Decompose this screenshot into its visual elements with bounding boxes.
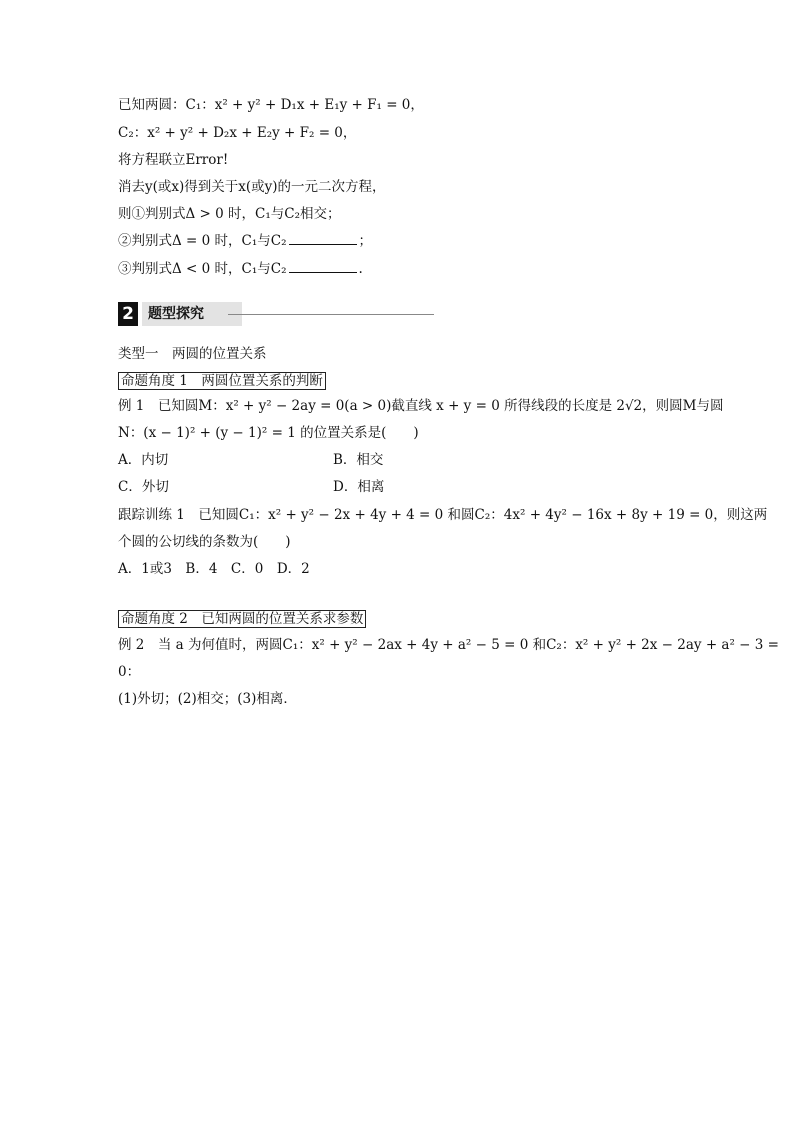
intro-line-7: [118, 260, 363, 278]
example2-line-3: (1)外切；(2)相交；(3)相离．: [118, 691, 297, 707]
angle1-box: 命题角度 1 两圆位置关系的判断: [118, 372, 326, 390]
follow1-line-2: 个圆的公切线的条数为( ): [118, 534, 291, 550]
angle2-label: [118, 610, 366, 628]
example1-option-d[interactable]: D．相离: [333, 479, 385, 495]
intro-line-6: [118, 232, 372, 250]
example2-line-1: 例 2 当 a 为何值时，两圆C₁：x² + y² − 2ax + 4y + a² − 5 = 0 和C₂：x² + y² + 2x − 2ay + a² − 3 =: [118, 637, 779, 653]
example1-option-a[interactable]: A．内切: [118, 452, 169, 468]
example1-line-1: 例 1 已知圆M：x² + y² − 2ay = 0(a > 0)截直线 x + y = 0 所得线段的长度是 2√2，则圆M与圆: [118, 398, 724, 414]
example1-option-c[interactable]: C．外切: [118, 479, 169, 495]
section-title: 题型探究: [142, 302, 242, 326]
angle1-label: [118, 372, 326, 390]
answer-blank-2[interactable]: [289, 260, 357, 273]
section-number: 2: [118, 302, 138, 326]
angle2-box: 命题角度 2 已知两圆的位置关系求参数: [118, 610, 366, 628]
example1-line-2: N：(x − 1)² + (y − 1)² = 1 的位置关系是( ): [118, 425, 419, 441]
intro-line-4: 消去y(或x)得到关于x(或y)的一元二次方程，: [118, 179, 386, 195]
intro-line-2: C₂：x² + y² + D₂x + E₂y + F₂ = 0，: [118, 125, 357, 141]
section-header: [118, 302, 434, 326]
type1-heading: 类型一 两圆的位置关系: [118, 346, 267, 362]
intro-line-7-end: .: [358, 261, 363, 277]
follow1-options: A．1或3 B．4 C．0 D．2: [118, 561, 310, 577]
example2-line-2: 0：: [118, 664, 141, 680]
follow1-line-1: 跟踪训练 1 已知圆C₁：x² + y² − 2x + 4y + 4 = 0 和圆C₂：4x² + 4y² − 16x + 8y + 19 = 0，则这两: [118, 507, 768, 523]
intro-line-5: 则①判别式Δ > 0 时，C₁与C₂相交；: [118, 206, 341, 222]
intro-line-7-text: ③判别式Δ < 0 时，C₁与C₂: [118, 261, 287, 277]
intro-line-6-end: ；: [358, 233, 373, 249]
example1-option-b[interactable]: B．相交: [333, 452, 384, 468]
intro-line-6-text: ②判别式Δ = 0 时，C₁与C₂: [118, 233, 287, 249]
intro-line-1: 已知两圆：C₁：x² + y² + D₁x + E₁y + F₁ = 0，: [118, 97, 424, 113]
intro-line-3: 将方程联立Error!: [118, 152, 229, 168]
section-divider: [228, 314, 434, 315]
answer-blank-1[interactable]: [289, 232, 357, 245]
